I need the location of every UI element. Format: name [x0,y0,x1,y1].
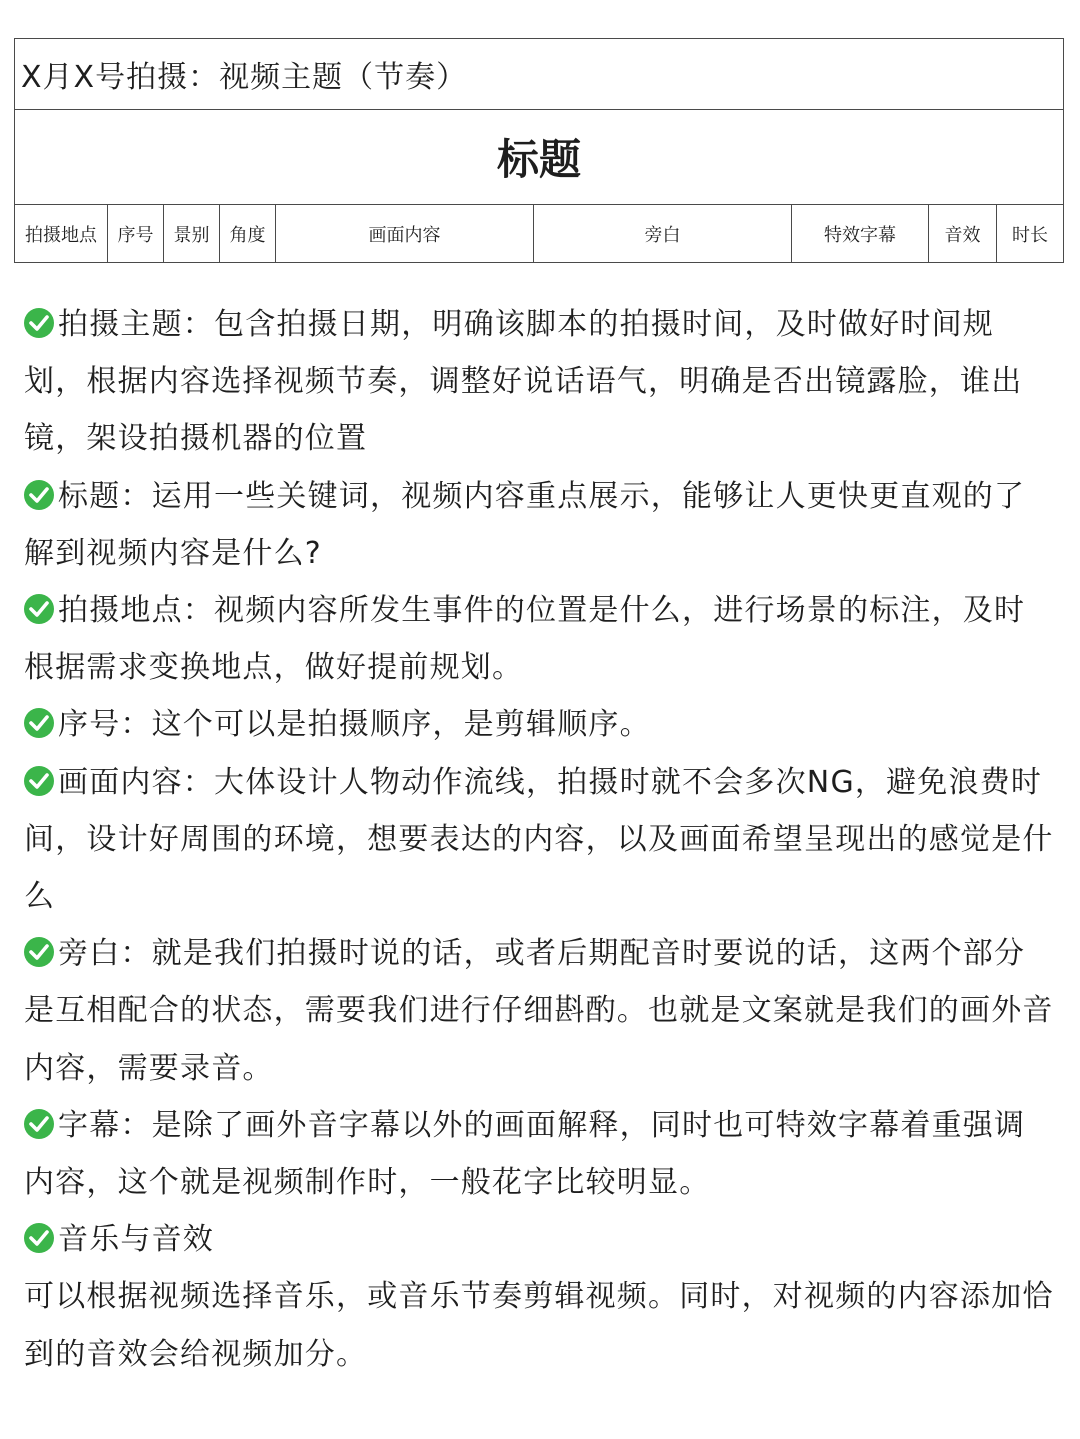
column-shot-size: 景别 [164,205,220,262]
note-text: 拍摄主题：包含拍摄日期，明确该脚本的拍摄时间，及时做好时间规划，根据内容选择视频节奏，调整好说话语气，明确是否出镜露脸，谁出镜，架设拍摄机器的位置 [24,307,1023,457]
column-angle: 角度 [220,205,276,262]
column-duration: 时长 [1012,224,1048,246]
note-item [24,754,1054,926]
note-item [24,1211,1054,1268]
note-item [24,468,1054,582]
shoot-date-line: X月X号拍摄：视频主题（节奏） [15,39,1063,110]
note-text: 画面内容：大体设计人物动作流线，拍摄时就不会多次NG，避免浪费时间，设计好周围的环境，想要表达的内容，以及画面希望呈现出的感觉是什么 [24,764,1054,915]
note-text: 旁白：就是我们拍摄时说的话，或者后期配音时要说的话，这两个部分是互相配合的状态，需要我们进行仔细斟酌。也就是文案就是我们的画外音内容，需要录音。 [24,936,1054,1086]
script-template-table [14,38,1064,263]
column-scene-content: 画面内容 [276,205,534,262]
check-icon [24,766,54,796]
note-item [24,296,1054,468]
note-item [24,925,1054,1097]
note-text: 字幕：是除了画外音字幕以外的画面解释，同时也可特效字幕着重强调内容，这个就是视频制作时，一般花字比较明显。 [24,1107,1026,1201]
column-sequence: 序号 [108,205,164,262]
note-item [24,1097,1054,1211]
explanation-list [24,296,1054,1383]
note-item [24,696,1054,753]
note-text: 标题：运用一些关键词，视频内容重点展示，能够让人更快更直观的了解到视频内容是什么? [24,478,1026,571]
check-icon [24,480,54,510]
note-item [24,582,1054,696]
check-icon [24,594,54,624]
column-effects-subtitles: 特效字幕 [792,205,929,262]
closing-text: 可以根据视频选择音乐，或音乐节奏剪辑视频。同时，对视频的内容添加恰到的音效会给视频加分。 [24,1279,1054,1372]
column-sound-effects: 音效 [929,205,997,262]
check-icon [24,708,54,738]
note-text: 序号：这个可以是拍摄顺序，是剪辑顺序。 [58,707,651,743]
column-location: 拍摄地点 [15,205,108,262]
column-header-row [15,205,1063,262]
note-text: 音乐与音效 [58,1222,214,1258]
check-icon [24,937,54,967]
table-title: 标题 [15,110,1063,205]
column-narration: 旁白 [534,205,792,262]
check-icon [24,308,54,338]
note-text: 拍摄地点：视频内容所发生事件的位置是什么，进行场景的标注，及时根据需求变换地点，做好提前规划。 [24,593,1026,686]
check-icon [24,1223,54,1253]
check-icon [24,1109,54,1139]
